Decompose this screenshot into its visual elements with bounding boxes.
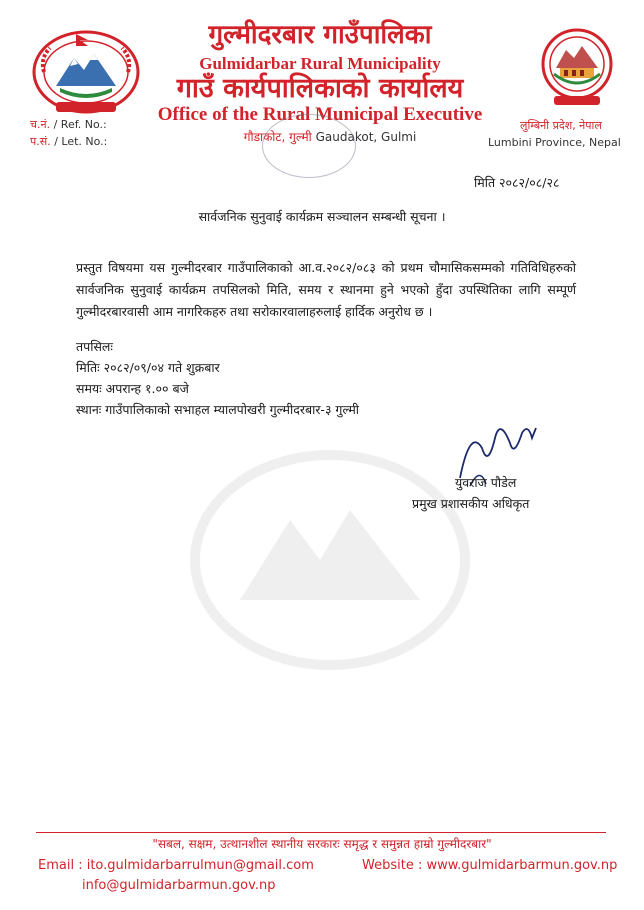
municipality-name-english: Gulmidarbar Rural Municipality [199,54,441,73]
footer-slogan: "सबल, सक्षम, उत्थानशील स्थानीय सरकारः समृद्ध र समुन्नत हाम्रो गुल्मीदरबार" [152,837,492,851]
details-heading: तपसिलः [76,339,113,354]
letter-number-field [30,134,107,149]
website-label: Website : [362,858,427,873]
municipality-emblem-icon [540,26,614,110]
email-line-1 [38,858,314,873]
office-name-nepali: गाउँ कार्यपालिकाको कार्यालय [176,73,464,104]
province-nepali: लुम्बिनी प्रदेश, नेपाल [520,119,602,132]
province-english: Lumbini Province, Nepal [488,136,621,149]
email-primary[interactable]: ito.gulmidarbarrulmun@gmail.com [86,858,314,873]
detail-place: स्थानः गाउँपालिकाको सभाहल म्यालपोखरी गुल्मीदरबार-३ गुल्मी [76,402,360,417]
let-label-english: / Let. No.: [54,135,108,148]
nepal-emblem-icon [30,28,142,116]
ref-label-english: / Ref. No.: [53,118,107,131]
office-name-english: Office of the Rural Municipal Executive [157,104,483,125]
let-label-nepali: प.सं. [30,135,51,148]
municipality-name-nepali: गुल्मीदरबार गाउँपालिका [208,20,432,50]
address-nepali: गौडाकोट, गुल्मी [243,130,312,144]
website-line [362,858,617,873]
address-english: Gaudakot, Gulmi [315,130,417,144]
detail-time: समयः अपरान्ह १.०० बजे [76,381,189,396]
signatory-name: युवराज पौडेल [455,475,517,490]
email-secondary[interactable]: info@gulmidarbarmun.gov.np [82,878,276,893]
signatory-title: प्रमुख प्रशासकीय अधिकृत [412,496,530,511]
footer-divider [36,832,606,833]
letter-body: प्रस्तुत विषयमा यस गुल्मीदरबार गाउँपालिकाको आ.व.२०८२/०८३ को प्रथम चौमासिकसम्मको गतिविधिहरुको सार्वजनिक सुनुवाई कार्यक्रम तपसिलको मिति, समय र स्थानमा हुने भएको हुँदा उपस्थितिका लागि सम्पूर्ण गुल्मीदरबारवासी आम नागरिकहरु तथा सरोकारवालाहरुलाई हार्दिक अनुरोध छ । [76,260,576,319]
ref-label-nepali: च.नं. [30,118,51,131]
office-stamp [262,114,356,178]
website-link[interactable]: www.gulmidarbarmun.gov.np [426,858,618,873]
detail-date: मितिः २०८२/०९/०४ गते शुक्रबार [76,360,220,375]
event-details [76,336,359,420]
ref-number-field [30,117,107,132]
letter-subject: सार्वजनिक सुनुवाई कार्यक्रम सञ्चालन सम्बन्धी सूचना । [198,209,446,224]
letter-date: मिति २०८२/०८/२८ [474,175,560,190]
email-label: Email : [38,858,87,873]
watermark-emblem-icon [190,450,470,670]
